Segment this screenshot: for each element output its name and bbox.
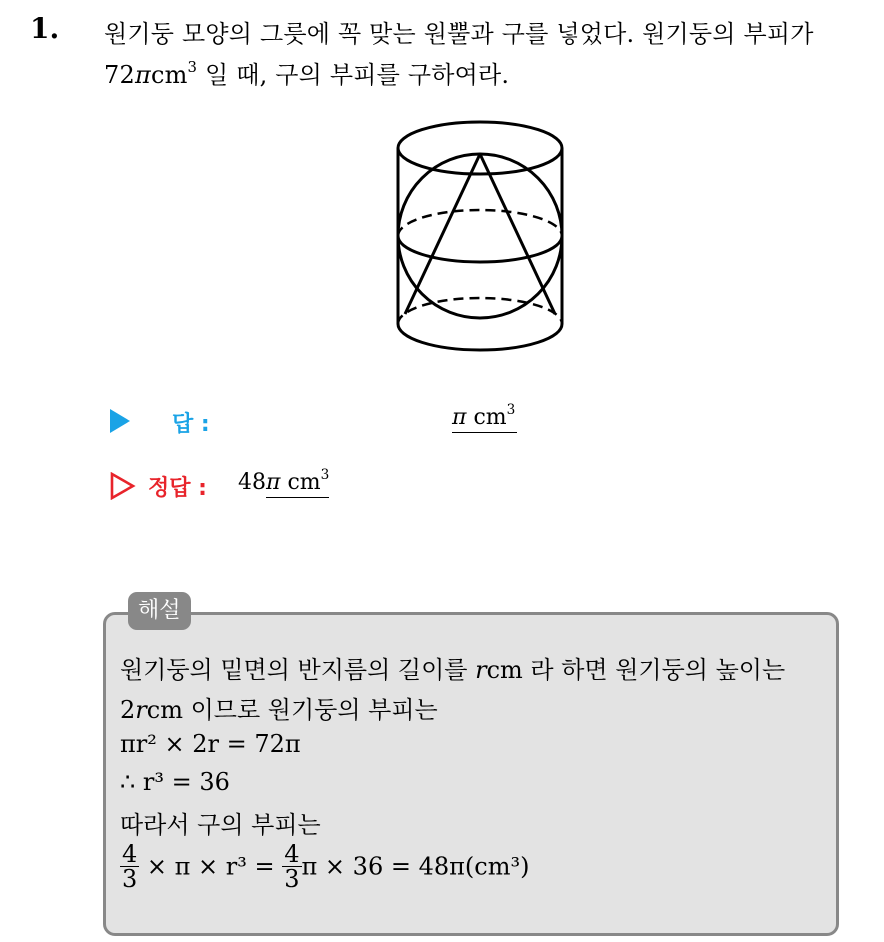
solution-text: cm 이므로 원기둥의 부피는 — [146, 696, 438, 724]
variable-r: r — [475, 656, 487, 684]
solution-line-4: ∴ r³ = 36 — [120, 768, 230, 796]
fraction-numerator: 4 — [284, 840, 300, 868]
answer-label: 답 : — [172, 412, 210, 437]
volume-value: 72 — [104, 61, 135, 89]
unit-cm: cm — [150, 61, 188, 89]
sphere-equator-back — [398, 210, 562, 236]
correct-exponent: 3 — [320, 466, 330, 483]
correct-answer-label: 정답 : — [148, 476, 207, 501]
solution-line-5: 따라서 구의 부피는 — [120, 811, 321, 839]
solution-tag: 해설 — [128, 592, 191, 630]
solution-expression: × π × r³ = — [139, 852, 283, 881]
cone-right-edge — [480, 154, 555, 314]
fraction-denominator: 3 — [122, 865, 138, 893]
solution-text: 2 — [120, 696, 136, 724]
fraction-four-thirds — [282, 842, 301, 891]
cone-left-edge — [405, 154, 480, 314]
solution-text: cm 라 하면 원기둥의 높이는 — [486, 656, 786, 684]
pi-symbol: π — [134, 61, 151, 89]
question-rest: 일 때, 구의 부피를 구하여라. — [197, 61, 510, 89]
question-number: 1. — [30, 12, 60, 45]
fraction-numerator: 4 — [122, 840, 138, 868]
outline-triangle-icon — [110, 472, 136, 500]
answer-pi: π — [452, 405, 467, 430]
solution-text: 원기둥의 밑면의 반지름의 길이를 — [120, 656, 476, 684]
solution-expression: π × 36 = 48π(cm³) — [301, 852, 530, 881]
question-text-line1: 원기둥 모양의 그릇에 꼭 맞는 원뿔과 구를 넣었다. 원기둥의 부피가 — [104, 20, 814, 48]
fraction-denominator: 3 — [284, 865, 300, 893]
correct-number: 48 — [238, 470, 266, 495]
sphere-outline — [398, 154, 562, 318]
correct-pi: π — [266, 470, 281, 495]
cylinder-bottom-back-arc — [398, 298, 562, 324]
answer-unit: cm — [466, 405, 507, 430]
correct-answer-value — [238, 466, 330, 495]
solution-line-1 — [120, 650, 785, 685]
sphere-equator-front — [398, 236, 562, 262]
unit-exponent: 3 — [187, 57, 198, 76]
question-text-line2 — [104, 55, 509, 90]
fraction-four-thirds — [120, 842, 139, 891]
correct-unit-group — [266, 466, 330, 498]
answer-exponent: 3 — [506, 401, 516, 418]
answer-blank[interactable] — [452, 401, 517, 433]
cylinder-bottom-front-arc — [398, 324, 562, 350]
solution-line-3: πr² × 2r = 72π — [120, 730, 301, 758]
correct-unit: cm — [280, 470, 321, 495]
play-triangle-icon — [110, 409, 130, 433]
cylinder-top-ellipse — [398, 122, 562, 174]
solution-line-2 — [120, 690, 438, 725]
cylinder-cone-sphere-figure — [388, 118, 572, 360]
variable-r: r — [135, 696, 147, 724]
solution-line-6 — [120, 842, 529, 891]
